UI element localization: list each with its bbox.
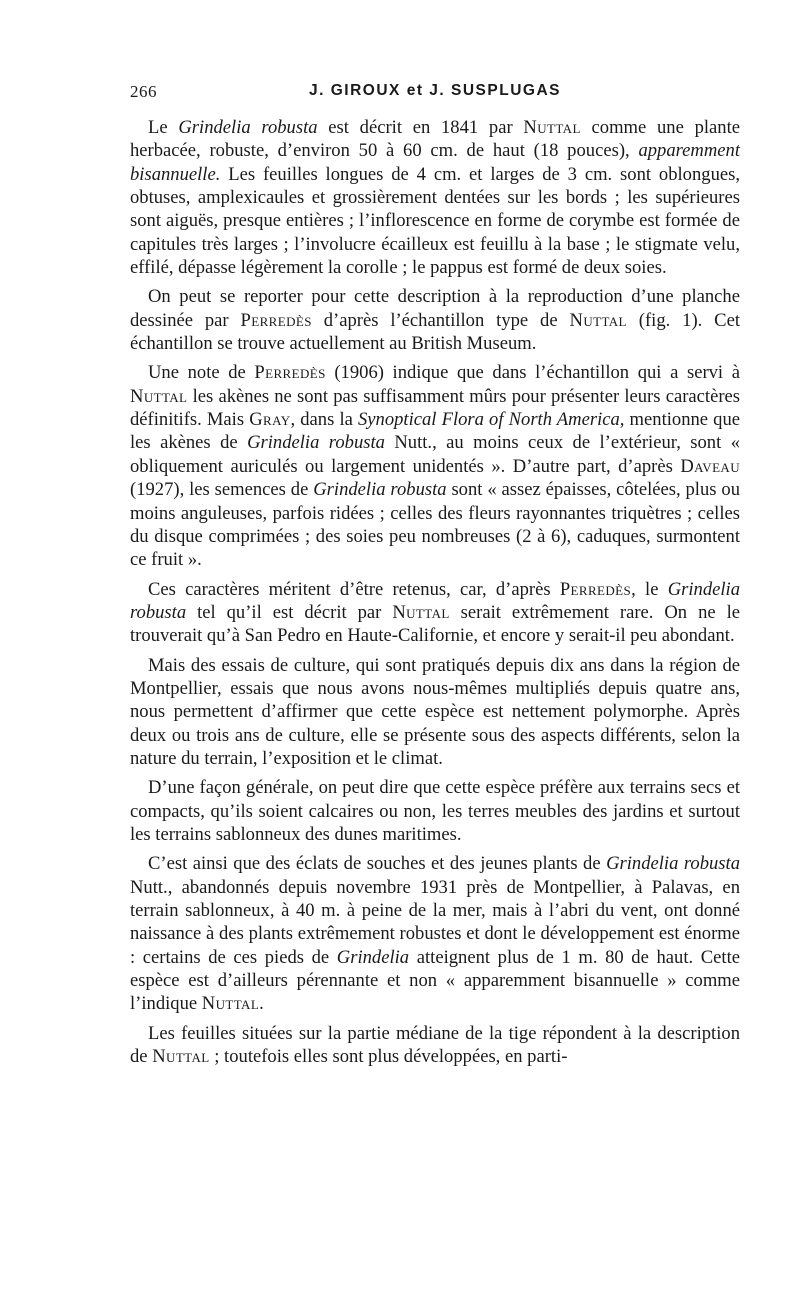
body-text — [130, 116, 740, 1068]
paragraph — [130, 285, 740, 355]
author-name: Gray — [249, 409, 291, 431]
author-name: Perredès — [559, 578, 632, 600]
text-run: tel qu’il est décrit par — [186, 601, 393, 623]
running-head: J. GIROUX et J. SUSPLUGAS — [309, 82, 561, 99]
author-name: Daveau — [680, 455, 740, 477]
text-run: C’est ainsi que des éclats de souches et des jeunes plants de — [148, 853, 607, 875]
text-run: Nutt., abandonnés depuis novembre 1931 près de Montpellier, à Palavas, en terrain sablonneux, à 40 m. à peine de la mer, mais à l’abri du vent, ont donné naissance à des plants extrêmement robustes et dont le développement est énorme : certains de ces pieds de — [130, 876, 740, 968]
paragraph — [130, 852, 740, 1015]
text-run: D’une façon générale, on peut dire que cette espèce préfère aux terrains secs et compacts, qu’ils soient calcaires ou non, les terres meubles des jardins et surtout les terrains sablonneux des dunes maritimes. — [130, 777, 740, 845]
text-run: Le — [148, 117, 179, 138]
author-name: Nuttal — [152, 1046, 210, 1068]
text-run: Une note de — [148, 362, 255, 384]
page-header — [130, 82, 740, 110]
text-run: (fig. 1). Cet échantillon se trouve actuellement au British Museum. — [130, 309, 740, 355]
text-run: Les feuilles longues de 4 cm. et larges de 3 cm. sont oblongues, obtuses, amplexicaules et grossièrement dentées sur les bords ; les supérieures sont aiguës, presque entières ; l’inflorescence en forme de corymbe est formée de capitules très larges ; l’involucre écailleux est feuillu à la base ; le stigmate velu, effilé, dépasse légèrement la corolle ; le pappus est formé de deux soies. — [130, 163, 740, 279]
author-name: Nuttal — [201, 993, 260, 1015]
author-name: Nuttal — [130, 385, 188, 407]
italic-text: Grindelia robusta — [130, 578, 740, 623]
author-name: Perredès — [240, 309, 312, 331]
text-run: sont « assez épaisses, côtelées, plus ou moins anguleuses, parfois ridées ; celles des fleurs rayonnantes triquètres ; celles du disque comprimées ; des soies peu nombreuses (2 à 6), caduques, surmontent ce fruit ». — [130, 479, 740, 571]
paragraph — [130, 116, 740, 279]
text-run: ; toutefois elles sont plus développées, en parti- — [209, 1046, 568, 1068]
text-run: , dans la — [290, 409, 358, 431]
italic-text: Grindelia robusta — [247, 432, 385, 454]
text-run: Mais des essais de culture, qui sont pratiqués depuis dix ans dans la région de Montpellier, essais que nous avons nous-mêmes multipliés depuis quatre ans, nous permettent d’affirmer que cette espèce est nettement polymorphe. Après deux ou trois ans de culture, elle se présente sous des aspects différents, selon la nature du terrain, l’exposition et le climat. — [130, 654, 740, 769]
text-run: d’après l’échantillon type de — [311, 309, 570, 331]
text-run: , le — [631, 578, 668, 600]
paragraph — [130, 578, 740, 648]
italic-text: apparemment bisannuelle. — [130, 140, 740, 185]
author-name: Perredès — [254, 362, 326, 384]
text-run: Ces caractères méritent d’être retenus, car, d’après — [148, 578, 560, 600]
text-run: On peut se reporter pour cette description à la reproduction d’une planche dessinée par — [130, 286, 740, 331]
text-run: Nutt., au moins ceux de l’extérieur, sont « obliquement auriculés ou largement unidentés ». D’autre part, d’après — [130, 432, 740, 477]
text-run: . — [259, 993, 264, 1015]
text-run: atteignent plus de 1 m. 80 de haut. Cette espèce est d’ailleurs pérennante et non « apparemment bisannuelle » comme l’indique — [130, 946, 740, 1015]
paragraph — [130, 1022, 740, 1069]
author-name: Nuttal — [523, 117, 581, 138]
paragraph — [130, 361, 740, 571]
text-run: (1927), les semences de — [130, 479, 314, 501]
text-run: serait extrêmement rare. On ne le trouverait qu’à San Pedro en Haute-Californie, et encore y serait-il peu abondant. — [130, 601, 740, 647]
page-number: 266 — [130, 82, 157, 101]
author-name: Nuttal — [569, 309, 627, 331]
text-run: (1906) indique que dans l’échantillon qui a servi à — [325, 362, 740, 384]
text-run: les akènes ne sont pas suffisamment mûrs pour présenter leurs caractères définitifs. Mais — [130, 385, 740, 431]
italic-text: Grindelia — [336, 946, 410, 968]
text-run: Les feuilles situées sur la partie médiane de la tige répondent à la description de — [130, 1022, 740, 1068]
italic-text: Grindelia robusta — [313, 479, 447, 501]
italic-text: Grindelia robusta — [606, 853, 740, 875]
author-name: Nuttal — [392, 601, 450, 623]
italic-text: Grindelia robusta — [178, 117, 318, 138]
text-run: , mentionne que les akènes de — [130, 409, 741, 454]
text-run: est décrit en 1841 par — [317, 117, 524, 138]
italic-text: Synoptical Flora of North America — [357, 409, 620, 431]
paragraph — [130, 776, 740, 846]
text-run: comme une plante herbacée, robuste, d’environ 50 à 60 cm. de haut (18 pouces), — [130, 117, 741, 162]
paragraph — [130, 654, 740, 771]
